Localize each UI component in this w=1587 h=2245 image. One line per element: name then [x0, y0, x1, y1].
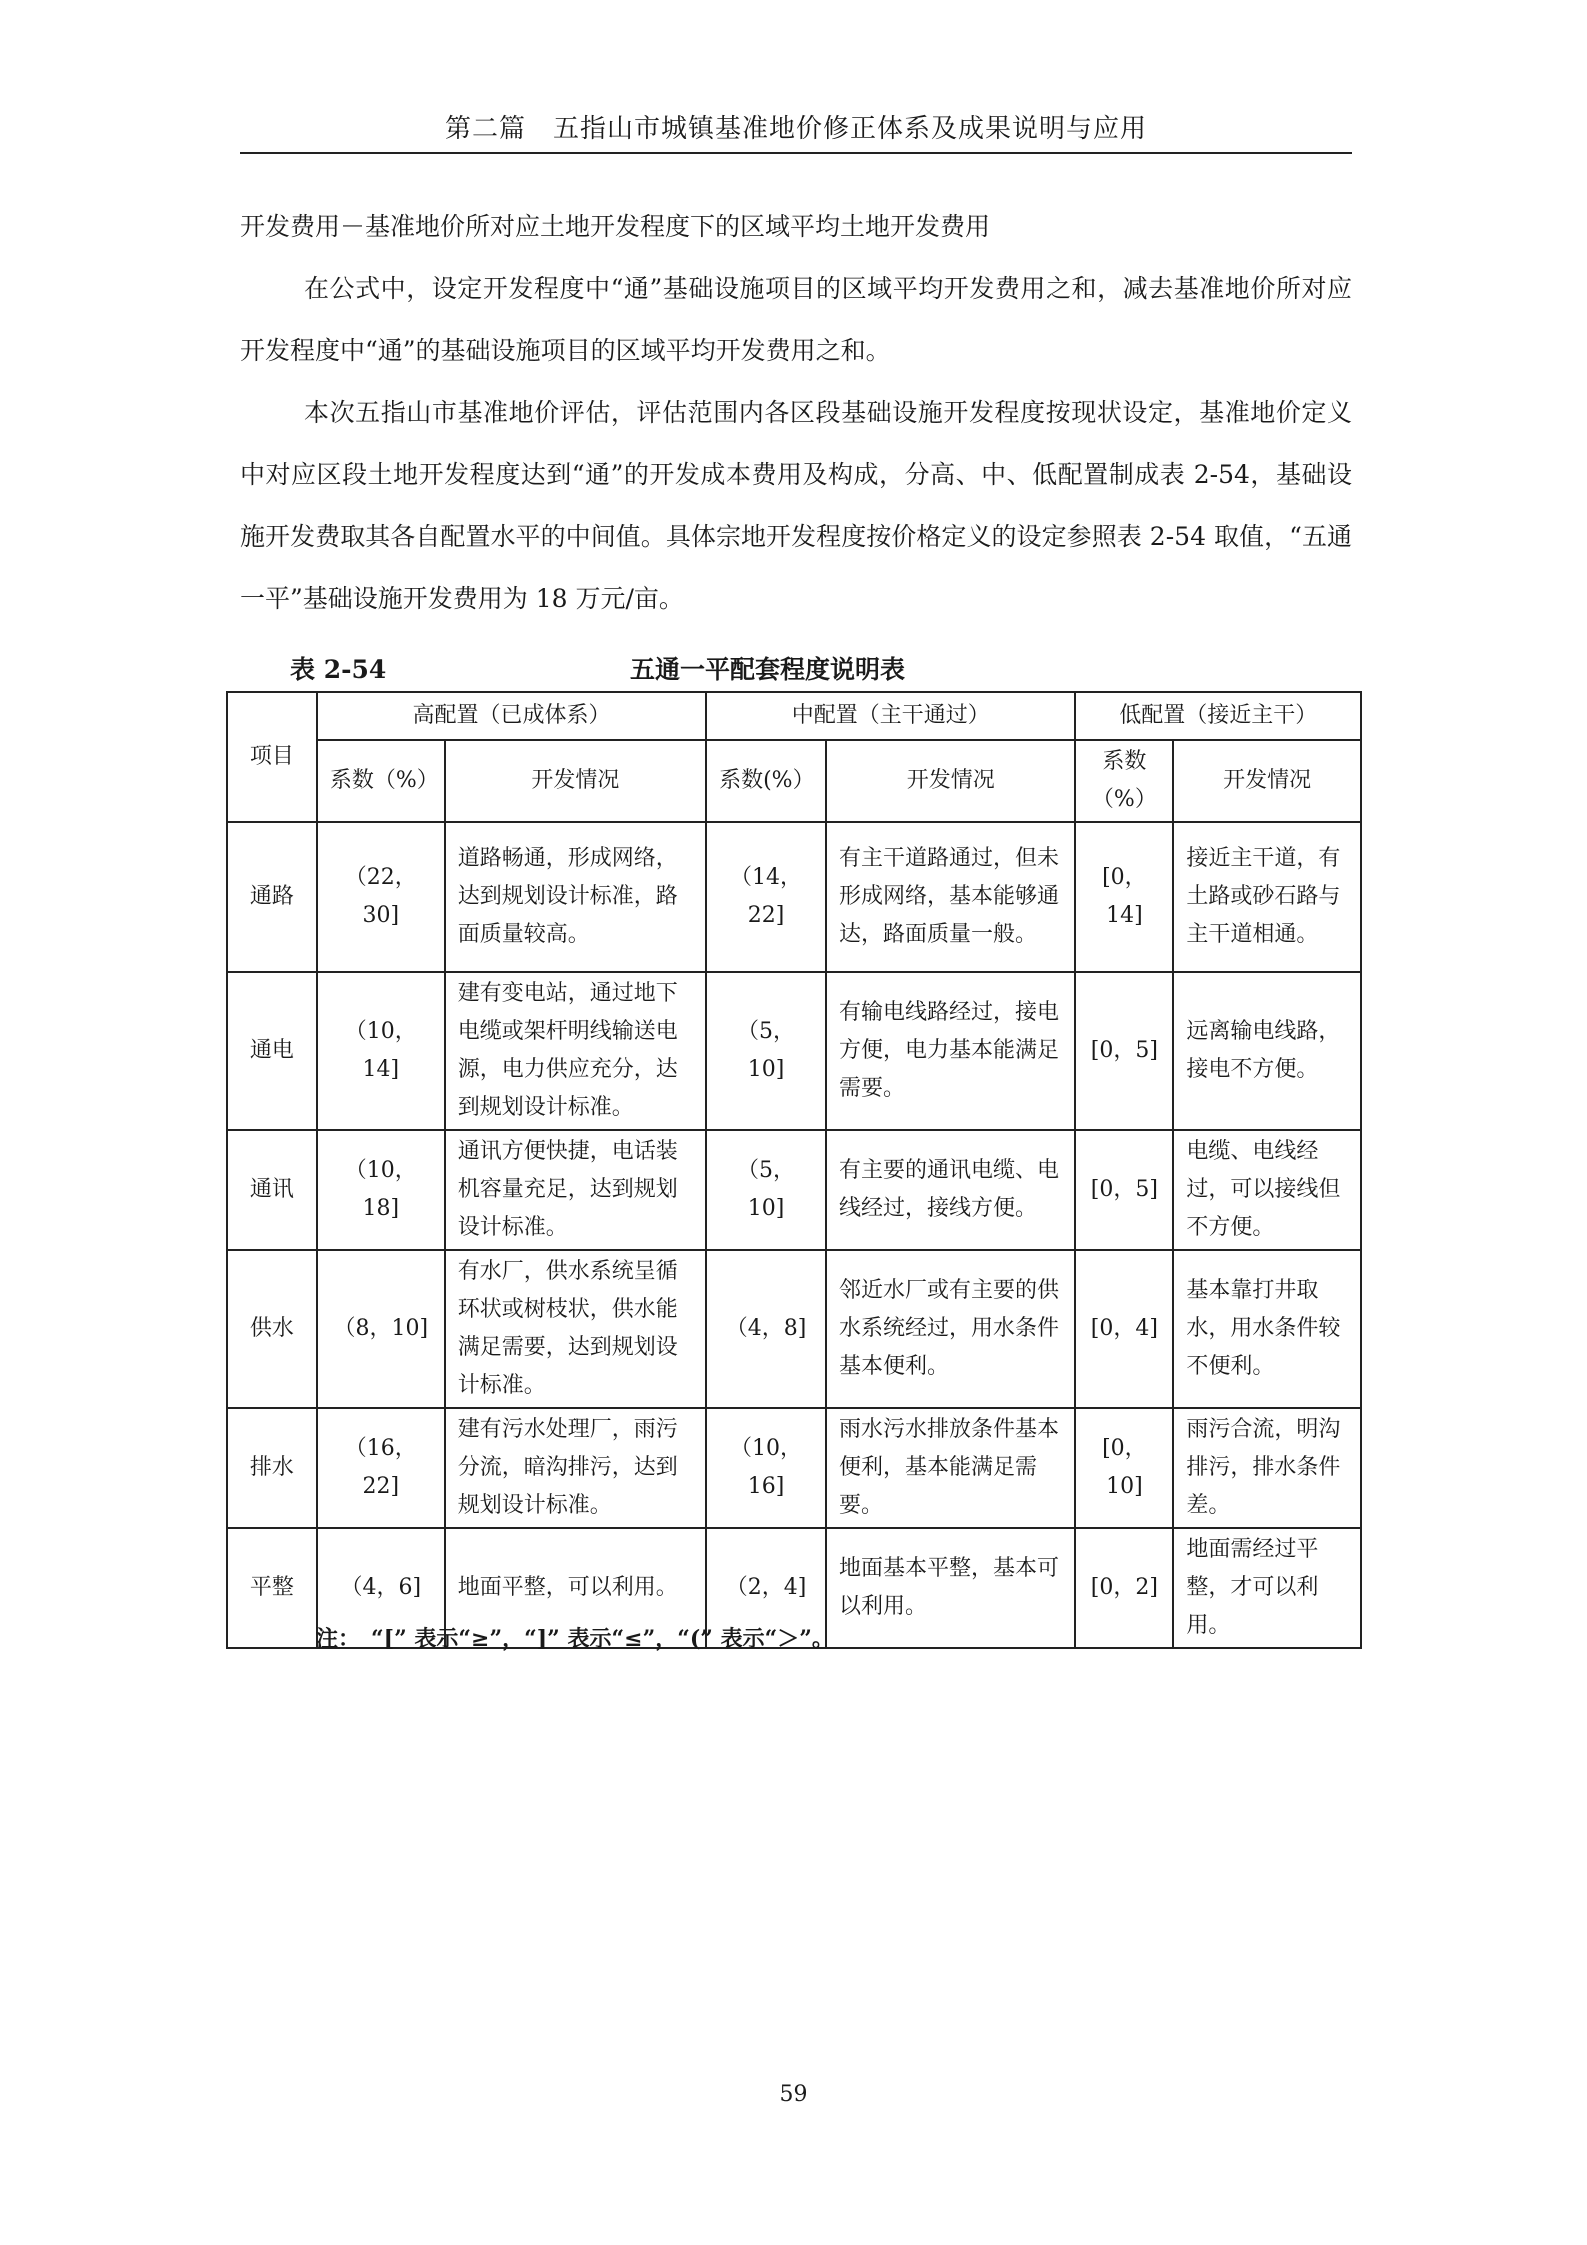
cell-high-coef: （10，14]: [317, 972, 445, 1130]
cell-mid-coef: （2，4]: [706, 1528, 826, 1648]
cell-low-desc: 电缆、电线经过，可以接线但不方便。: [1173, 1130, 1361, 1250]
cell-low-coef: [0，14]: [1075, 822, 1173, 972]
header-low-desc: 开发情况: [1173, 740, 1361, 822]
cell-low-desc: 远离输电线路，接电不方便。: [1173, 972, 1361, 1130]
header-high-config: 高配置（已成体系）: [317, 692, 706, 740]
cell-low-coef: [0，2]: [1075, 1528, 1173, 1648]
cell-high-coef: （4，6]: [317, 1528, 445, 1648]
cell-low-desc: 接近主干道，有土路或砂石路与主干道相通。: [1173, 822, 1361, 972]
paragraph-2: 在公式中，设定开发程度中“通”基础设施项目的区域平均开发费用之和，减去基准地价所对应开发程度中“通”的基础设施项目的区域平均开发费用之和。: [240, 274, 1352, 365]
cell-mid-desc: 雨水污水排放条件基本便利，基本能满足需要。: [826, 1408, 1075, 1528]
cell-mid-desc: 有主干道路通过，但未形成网络，基本能够通达，路面质量一般。: [826, 822, 1075, 972]
cell-high-coef: （16，22]: [317, 1408, 445, 1528]
header-low-coef: 系数（%）: [1075, 740, 1173, 822]
table-title: 五通一平配套程度说明表: [630, 655, 906, 684]
table-row: [227, 1130, 1361, 1250]
header-high-coef: 系数（%）: [317, 740, 445, 822]
header-item: 项目: [227, 692, 317, 822]
table-row: [227, 1250, 1361, 1408]
cell-item: 平整: [227, 1528, 317, 1648]
cell-high-desc: 道路畅通，形成网络，达到规划设计标准，路面质量较高。: [445, 822, 706, 972]
cell-item: 通路: [227, 822, 317, 972]
cell-low-coef: [0，5]: [1075, 972, 1173, 1130]
cell-high-desc: 地面平整，可以利用。: [445, 1528, 706, 1648]
header-mid-config: 中配置（主干通过）: [706, 692, 1075, 740]
cell-high-coef: （10，18]: [317, 1130, 445, 1250]
table-number: 表 2-54: [290, 655, 387, 684]
cell-mid-coef: （4，8]: [706, 1250, 826, 1408]
table-row: [227, 1408, 1361, 1528]
cell-low-coef: [0，4]: [1075, 1250, 1173, 1408]
cell-mid-desc: 地面基本平整，基本可以利用。: [826, 1528, 1075, 1648]
cell-high-desc: 通讯方便快捷，电话装机容量充足，达到规划设计标准。: [445, 1130, 706, 1250]
cell-mid-desc: 有主要的通讯电缆、电线经过，接线方便。: [826, 1130, 1075, 1250]
cell-high-desc: 建有变电站，通过地下电缆或架杆明线输送电源，电力供应充分，达到规划设计标准。: [445, 972, 706, 1130]
paragraph-1: 开发费用－基准地价所对应土地开发程度下的区域平均土地开发费用: [240, 212, 991, 241]
cell-low-coef: [0，5]: [1075, 1130, 1173, 1250]
header-low-config: 低配置（接近主干）: [1075, 692, 1361, 740]
cell-item: 通讯: [227, 1130, 317, 1250]
cell-high-desc: 建有污水处理厂，雨污分流，暗沟排污，达到规划设计标准。: [445, 1408, 706, 1528]
header-mid-desc: 开发情况: [826, 740, 1075, 822]
header-high-desc: 开发情况: [445, 740, 706, 822]
header-rule: [240, 152, 1352, 154]
page-number: 59: [779, 2082, 808, 2107]
cell-low-coef: [0，10]: [1075, 1408, 1173, 1528]
cell-item: 排水: [227, 1408, 317, 1528]
table-row: [227, 822, 1361, 972]
cell-low-desc: 地面需经过平整，才可以利用。: [1173, 1528, 1361, 1648]
table-row: [227, 972, 1361, 1130]
page-header: 第二篇 五指山市城镇基准地价修正体系及成果说明与应用: [444, 114, 1147, 144]
cell-mid-coef: （5，10]: [706, 972, 826, 1130]
cell-high-coef: （22，30]: [317, 822, 445, 972]
cell-mid-coef: （14，22]: [706, 822, 826, 972]
cell-item: 供水: [227, 1250, 317, 1408]
table-note: 注： “[” 表示“≥”，“]” 表示“≤”，“(” 表示“＞”。: [316, 1626, 834, 1652]
cell-mid-coef: （10，16]: [706, 1408, 826, 1528]
cell-low-desc: 基本靠打井取水，用水条件较不便利。: [1173, 1250, 1361, 1408]
cell-mid-coef: （5，10]: [706, 1130, 826, 1250]
paragraph-3: 本次五指山市基准地价评估，评估范围内各区段基础设施开发程度按现状设定，基准地价定义中对应区段土地开发程度达到“通”的开发成本费用及构成，分高、中、低配置制成表 2-54，基础设施开发费取其各自配置水平的中间值。具体宗地开发程度按价格定义的设定参照表 2-54 取值，“五通一平”基础设施开发费用为 18 万元/亩。: [240, 398, 1352, 613]
cell-item: 通电: [227, 972, 317, 1130]
cell-mid-desc: 邻近水厂或有主要的供水系统经过，用水条件基本便利。: [826, 1250, 1075, 1408]
cell-high-coef: （8，10]: [317, 1250, 445, 1408]
cell-high-desc: 有水厂，供水系统呈循环状或树枝状，供水能满足需要，达到规划设计标准。: [445, 1250, 706, 1408]
cell-low-desc: 雨污合流，明沟排污，排水条件差。: [1173, 1408, 1361, 1528]
cell-mid-desc: 有输电线路经过，接电方便，电力基本能满足需要。: [826, 972, 1075, 1130]
header-mid-coef: 系数(%）: [706, 740, 826, 822]
infrastructure-table: [226, 691, 1362, 1649]
